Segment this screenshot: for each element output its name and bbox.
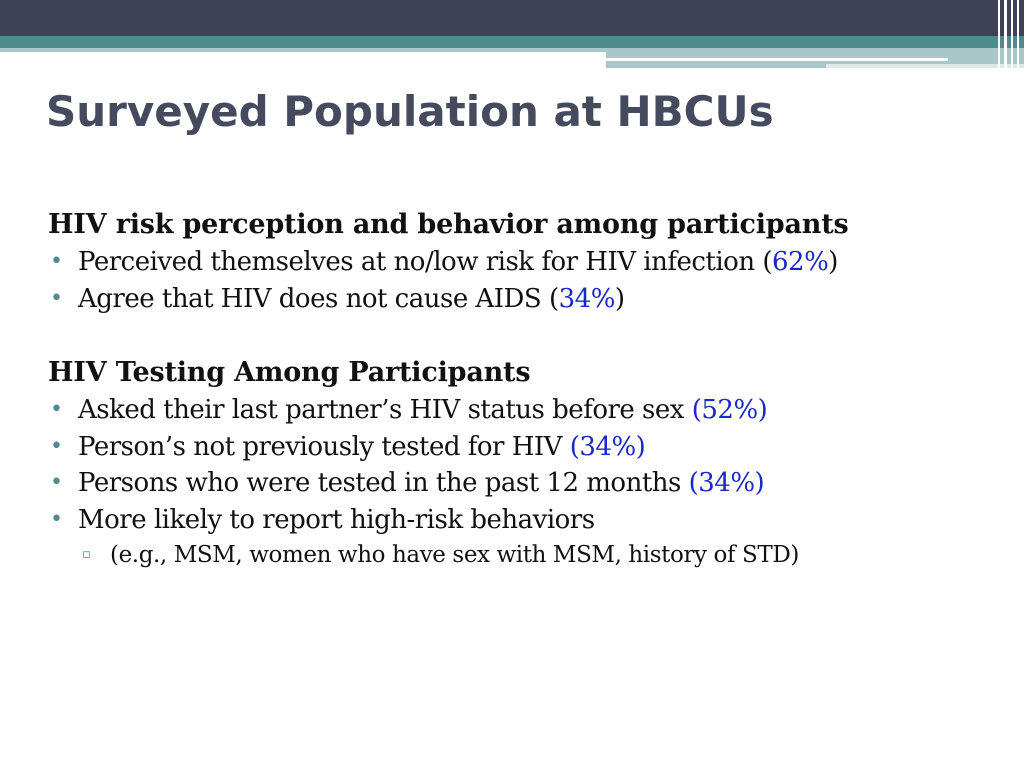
bullet-dot-icon: • — [50, 506, 63, 532]
bullet-percentage: (34%) — [688, 468, 765, 498]
list-item — [48, 244, 1008, 281]
section-spacer — [48, 317, 1008, 354]
section-heading-risk: HIV risk perception and behavior among participants — [48, 209, 849, 240]
bullet-text-after: ) — [828, 247, 838, 277]
list-item — [48, 465, 1008, 502]
bullet-text: More likely to report high-risk behaviors — [78, 504, 595, 535]
header-vertical-bars — [994, 0, 1024, 68]
list-item — [48, 502, 1008, 539]
list-item — [48, 392, 1008, 429]
bullet-text: Person’s not previously tested for HIV — [78, 431, 570, 462]
list-item — [48, 281, 1008, 318]
bullet-text: Agree that HIV does not cause AIDS ( — [78, 283, 559, 314]
list-item — [48, 429, 1008, 466]
bullet-percentage: 62% — [771, 247, 829, 277]
header-vbar — [1017, 0, 1019, 68]
bullet-text-after: ) — [614, 283, 625, 314]
bullet-percentage: (52%) — [691, 395, 768, 425]
bullet-list-testing — [48, 392, 1008, 538]
header-vbar — [1011, 0, 1013, 68]
bullet-text: Asked their last partner’s HIV status before sex — [78, 395, 692, 425]
slide-title: Surveyed Population at HBCUs — [46, 87, 774, 136]
bullet-percentage: (34%) — [569, 431, 646, 462]
bullet-dot-icon: • — [50, 397, 63, 422]
bullet-dot-icon: • — [50, 249, 63, 274]
bullet-percentage: 34% — [558, 283, 615, 314]
header-band-stripe — [606, 58, 948, 61]
sub-bullet-list — [48, 538, 1008, 572]
hollow-square-icon: ▫ — [82, 547, 91, 562]
list-item — [48, 538, 1008, 572]
header-vbar — [998, 0, 1000, 68]
header-band-teal — [0, 36, 1024, 48]
sub-bullet-text: (e.g., MSM, women who have sex with MSM, history of STD) — [110, 542, 799, 568]
section-heading-testing: HIV Testing Among Participants — [48, 357, 531, 388]
bullet-dot-icon: • — [50, 470, 63, 495]
slide-content — [48, 206, 1008, 572]
bullet-list-risk — [48, 244, 1008, 317]
bullet-text: Persons who were tested in the past 12 months — [78, 468, 689, 498]
header-vbar — [1004, 0, 1007, 68]
bullet-dot-icon: • — [50, 433, 63, 459]
bullet-text: Perceived themselves at no/low risk for HIV infection ( — [78, 247, 772, 277]
bullet-dot-icon: • — [50, 285, 63, 311]
header-band-dark — [0, 0, 1024, 36]
